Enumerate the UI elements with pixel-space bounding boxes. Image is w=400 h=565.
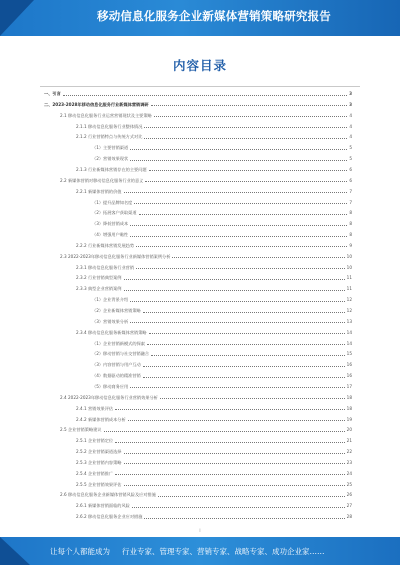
toc-leader-dots bbox=[143, 366, 345, 367]
toc-leader-dots bbox=[128, 420, 345, 421]
toc-entry[interactable] bbox=[60, 177, 352, 185]
toc-entry[interactable] bbox=[76, 448, 352, 456]
toc-leader-dots bbox=[149, 170, 348, 171]
toc-entry-title: 二、2023-2028年移动信息化服务行业新媒体营销调研 bbox=[44, 101, 149, 107]
toc-entry[interactable] bbox=[92, 307, 352, 315]
toc-entry-page: 6 bbox=[349, 166, 352, 172]
toc-entry-page: 27 bbox=[346, 503, 352, 509]
toc-entry-title: 2.3.2 行业营销典型案例 bbox=[76, 275, 122, 281]
toc-entry-page: 20 bbox=[346, 427, 352, 433]
toc-entry-page: 12 bbox=[346, 297, 352, 303]
toc-leader-dots bbox=[143, 377, 345, 378]
toc-entry[interactable] bbox=[92, 231, 352, 239]
toc-entry[interactable] bbox=[76, 405, 352, 413]
toc-entry[interactable] bbox=[60, 426, 352, 434]
toc-leader-dots bbox=[104, 431, 345, 432]
toc-entry-page: 8 bbox=[349, 232, 352, 238]
toc-entry-title: 2.2 新媒体营销对移动信息化服务行业的意义 bbox=[60, 177, 144, 183]
toc-leader-dots bbox=[172, 257, 344, 258]
toc-entry[interactable] bbox=[44, 101, 352, 109]
toc-leader-dots bbox=[132, 507, 345, 508]
toc-entry-page: 16 bbox=[346, 362, 352, 368]
toc-entry-title: 2.5.4 企业营销推广 bbox=[76, 470, 114, 476]
toc-entry-title: （3）降低营销成本 bbox=[92, 221, 129, 227]
toc-leader-dots bbox=[139, 214, 348, 215]
toc-leader-dots bbox=[144, 138, 347, 139]
toc-entry-page: 11 bbox=[346, 286, 352, 292]
toc-entry-page: 17 bbox=[346, 383, 352, 389]
toc-leader-dots bbox=[147, 344, 345, 345]
toc-leader-dots bbox=[144, 518, 344, 519]
toc-entry[interactable] bbox=[76, 133, 352, 141]
toc-entry-page: 13 bbox=[346, 318, 352, 324]
toc-entry-title: 2.5.1 企业营销定位 bbox=[76, 438, 114, 444]
toc-entry-title: 2.3.4 移动信息化服务新媒体营销策略 bbox=[76, 329, 147, 335]
toc-entry-page: 18 bbox=[346, 394, 352, 400]
toc-entry-title: （4）增强用户黏性 bbox=[92, 232, 129, 238]
toc-entry-title: 2.1.2 行业营销特点与传统方式对比 bbox=[76, 134, 143, 140]
toc-entry[interactable] bbox=[60, 491, 352, 499]
toc-entry-title: 2.1.3 行业新媒体营销存在的主要问题 bbox=[76, 166, 147, 172]
toc-entry-page: 10 bbox=[346, 253, 352, 259]
toc-leader-dots bbox=[124, 463, 345, 464]
toc-entry[interactable] bbox=[76, 416, 352, 424]
page-marker: I bbox=[199, 528, 201, 533]
toc-leader-dots bbox=[124, 485, 345, 486]
toc-entry[interactable] bbox=[92, 383, 352, 391]
toc-entry[interactable] bbox=[92, 220, 352, 228]
toc-entry-title: 2.1.1 移动信息化服务行业整体情况 bbox=[76, 123, 143, 129]
toc-leader-dots bbox=[130, 322, 344, 323]
toc-entry-page: 7 bbox=[349, 199, 352, 205]
toc-entry[interactable] bbox=[60, 394, 352, 402]
toc-leader-dots bbox=[154, 116, 348, 117]
toc-entry-page: 8 bbox=[349, 221, 352, 227]
toc-entry[interactable] bbox=[76, 502, 352, 510]
toc-entry-title: 2.6.1 新媒体营销面临的风险 bbox=[76, 503, 130, 509]
toc-leader-dots bbox=[134, 203, 347, 204]
toc-divider bbox=[40, 86, 360, 87]
toc-leader-dots bbox=[124, 192, 348, 193]
toc-entry-title: 2.6 移动信息化服务企业新媒体营销风险及应对措施 bbox=[60, 492, 156, 498]
toc-entry-title: （2）移动营销与社交营销融合 bbox=[92, 351, 150, 357]
footer-accent-wedge bbox=[0, 537, 30, 565]
toc-entry-title: （5）移动商务应用 bbox=[92, 383, 129, 389]
toc-leader-dots bbox=[145, 181, 347, 182]
toc-leader-dots bbox=[160, 398, 345, 399]
toc-entry-title: （2）企业新媒体营销策略 bbox=[92, 308, 141, 313]
toc-entry-title: 2.4.2 新媒体营销成本分析 bbox=[76, 416, 126, 422]
toc-entry-page: 14 bbox=[346, 329, 352, 335]
toc-leader-dots bbox=[130, 236, 347, 237]
toc-entry[interactable] bbox=[44, 90, 352, 98]
toc-entry-title: 2.3.1 移动信息化服务行业营销 bbox=[76, 264, 135, 270]
report-title: 移动信息化服务企业新媒体营销策略研究报告 bbox=[97, 9, 331, 23]
toc-entry-title: 2.3.3 典型企业营销案例 bbox=[76, 286, 122, 292]
toc-entry-title: （2）营销效果现状 bbox=[92, 156, 129, 162]
footer-banner bbox=[0, 537, 400, 565]
toc-entry[interactable] bbox=[92, 340, 352, 348]
toc-leader-dots bbox=[143, 312, 345, 313]
toc-entry-title: 2.1 移动信息化服务行业运营营销现状及主要策略 bbox=[60, 112, 152, 118]
toc-entry[interactable] bbox=[60, 112, 352, 120]
toc-entry-title: （1）提升品牌知名度 bbox=[92, 199, 133, 205]
toc-entry-page: 3 bbox=[349, 101, 352, 107]
toc-entry-title: （1）主要营销渠道 bbox=[92, 145, 129, 151]
footer-slogan: 让每个人都能成为 bbox=[50, 547, 110, 556]
toc-leader-dots bbox=[130, 225, 347, 226]
toc-leader-dots bbox=[124, 279, 345, 280]
toc-entry[interactable] bbox=[60, 253, 352, 261]
toc-leader-dots bbox=[124, 290, 345, 291]
toc-leader-dots bbox=[130, 387, 344, 388]
toc-entry[interactable] bbox=[76, 166, 352, 174]
toc-entry-title: 一、引言 bbox=[44, 91, 61, 96]
toc-entry-page: 5 bbox=[349, 156, 352, 162]
toc-leader-dots bbox=[130, 301, 344, 302]
toc-entry[interactable] bbox=[92, 155, 352, 163]
toc-leader-dots bbox=[149, 333, 345, 334]
toc-entry-page: 7 bbox=[349, 188, 352, 194]
toc-leader-dots bbox=[124, 453, 345, 454]
toc-entry[interactable] bbox=[76, 513, 352, 521]
toc-entry-page: 12 bbox=[346, 308, 352, 313]
toc-leader-dots bbox=[63, 95, 347, 96]
toc-entry-title: 2.5 企业营销策略建议 bbox=[60, 427, 102, 433]
toc-leader-dots bbox=[158, 496, 345, 497]
toc-entry-page: 19 bbox=[346, 416, 352, 422]
toc-entry-page: 28 bbox=[346, 514, 352, 520]
toc-leader-dots bbox=[115, 442, 345, 443]
toc-entry[interactable] bbox=[92, 350, 352, 358]
toc-leader-dots bbox=[115, 474, 345, 475]
toc-leader-dots bbox=[151, 355, 345, 356]
toc-leader-dots bbox=[151, 105, 347, 106]
toc-entry[interactable] bbox=[76, 329, 352, 337]
toc-entry[interactable] bbox=[76, 285, 352, 293]
toc-entry[interactable] bbox=[92, 209, 352, 217]
footer-roles: 行业专家、管理专家、营销专家、战略专家、成功企业家…… bbox=[122, 547, 325, 556]
toc-entry-title: （1）企业营销新模式的探索 bbox=[92, 340, 145, 346]
toc-entry-page: 4 bbox=[349, 134, 352, 140]
toc-entry-page: 16 bbox=[346, 373, 352, 379]
toc-entry[interactable] bbox=[76, 437, 352, 445]
toc-entry-page: 25 bbox=[346, 481, 352, 487]
toc-leader-dots bbox=[130, 149, 347, 150]
toc-entry-title: 2.5.2 企业营销渠道选择 bbox=[76, 449, 122, 455]
toc-entry-page: 10 bbox=[346, 264, 352, 270]
toc-entry[interactable] bbox=[92, 296, 352, 304]
toc-entry-page: 11 bbox=[346, 275, 352, 281]
toc-entry[interactable] bbox=[76, 123, 352, 131]
toc-entry-page: 14 bbox=[346, 340, 352, 346]
toc-entry[interactable] bbox=[76, 274, 352, 282]
toc-entry-title: （1）企业背景介绍 bbox=[92, 297, 129, 303]
toc-entry-page: 22 bbox=[346, 449, 352, 455]
toc-entry[interactable] bbox=[76, 470, 352, 478]
toc-entry-title: 2.4 2022-2023年移动信息化服务行业营销效果分析 bbox=[60, 394, 158, 400]
toc-entry-page: 4 bbox=[349, 112, 352, 118]
toc-entry[interactable] bbox=[92, 372, 352, 380]
toc-entry-title: 2.3 2022-2023年移动信息化服务行业新媒体营销案例分析 bbox=[60, 253, 171, 259]
toc-entry-page: 23 bbox=[346, 459, 352, 465]
toc-leader-dots bbox=[130, 160, 347, 161]
toc-entry-title: 2.5.3 企业营销内容策略 bbox=[76, 459, 122, 465]
toc-leader-dots bbox=[115, 409, 345, 410]
toc-entry-page: 15 bbox=[346, 351, 352, 357]
toc-entry[interactable] bbox=[92, 199, 352, 207]
toc-entry-title: 2.6.2 移动信息化服务企业应对措施 bbox=[76, 514, 143, 520]
toc-entry-page: 3 bbox=[349, 91, 352, 96]
toc-heading: 内容目录 bbox=[172, 58, 227, 73]
toc-entry-page: 21 bbox=[346, 438, 352, 444]
toc-entry-title: （2）拓展客户获取渠道 bbox=[92, 210, 137, 216]
toc-entry-page: 26 bbox=[346, 492, 352, 498]
toc-entry-page: 18 bbox=[346, 405, 352, 411]
toc-entry[interactable] bbox=[76, 242, 352, 250]
toc-entry-title: 2.4.1 营销效果评估 bbox=[76, 405, 114, 411]
toc-entry[interactable] bbox=[92, 144, 352, 152]
toc-entry[interactable] bbox=[92, 318, 352, 326]
toc-entry-page: 9 bbox=[349, 242, 352, 248]
toc-leader-dots bbox=[136, 268, 345, 269]
toc-entry-title: （4）数据驱动的精准营销 bbox=[92, 373, 141, 379]
toc-leader-dots bbox=[136, 246, 347, 247]
toc-entry-title: （3）营销效果分析 bbox=[92, 318, 129, 324]
toc-entry-title: 2.2.2 行业新媒体营销发展趋势 bbox=[76, 242, 135, 248]
toc-entry-page: 4 bbox=[349, 123, 352, 129]
header-accent-wedge bbox=[0, 0, 34, 36]
toc-entry[interactable] bbox=[76, 264, 352, 272]
toc-entry-page: 8 bbox=[349, 210, 352, 216]
toc-leader-dots bbox=[144, 127, 347, 128]
toc-entry-title: （3）内容营销与用户互动 bbox=[92, 362, 141, 368]
toc-entry[interactable] bbox=[76, 481, 352, 489]
toc-entry[interactable] bbox=[76, 459, 352, 467]
toc-entry-page: 6 bbox=[349, 177, 352, 183]
report-header-banner bbox=[0, 0, 400, 36]
toc-entry[interactable] bbox=[92, 361, 352, 369]
toc-entry-title: 2.2.1 新媒体营销的价值 bbox=[76, 188, 122, 194]
toc-entry-page: 24 bbox=[346, 470, 352, 476]
toc-entry-page: 5 bbox=[349, 145, 352, 151]
toc-entry-title: 2.5.5 企业营销效果评估 bbox=[76, 481, 122, 487]
toc-entry[interactable] bbox=[76, 188, 352, 196]
